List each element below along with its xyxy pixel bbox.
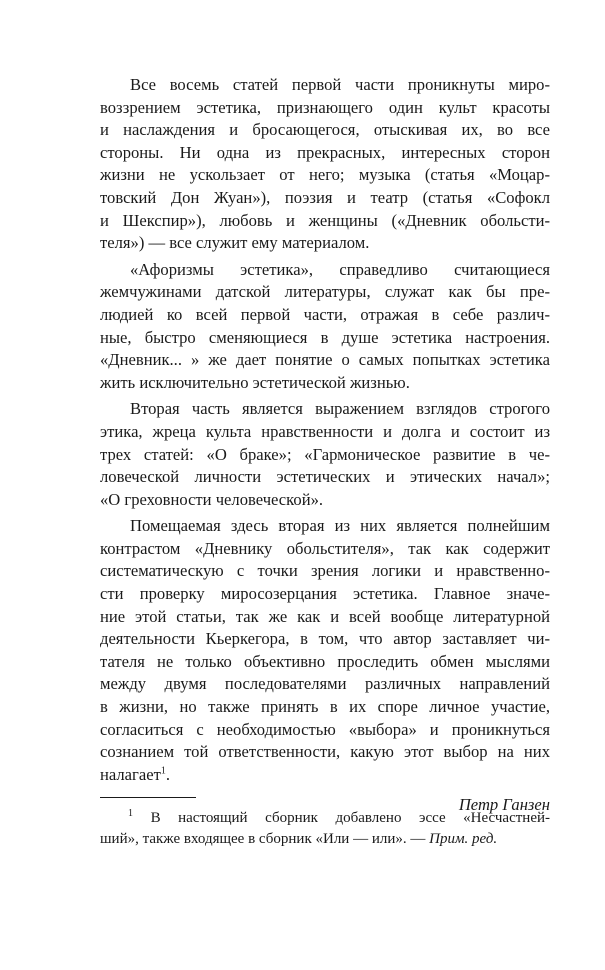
text-line: и наслаждения и бросающегося, отыскивая их, во все	[100, 120, 550, 140]
paragraph	[100, 398, 550, 511]
text-line: жемчужинами датской литературы, служат как бы пре-	[100, 282, 550, 302]
text-line: воззрением эстетика, признающего один культ красоты	[100, 97, 550, 117]
text-line: систематическую с точки зрения логики и нравственно-	[100, 561, 550, 581]
text-line: в жизни, но также принять в их споре личное участие,	[100, 697, 550, 717]
paragraph	[100, 259, 550, 395]
text-line: сознанием той ответственности, какую этот выбор на них	[100, 742, 550, 762]
text-line: «Афоризмы эстетика», справедливо считающиеся	[130, 259, 550, 279]
text-line: Помещаемая здесь вторая из них является полнейшим	[130, 516, 550, 536]
footnote-line: $^1$ В настоящий сборник добавлено эссе «Несчастней-	[128, 808, 551, 826]
text-line: ные, быстро сменяющиеся в душе эстетика настроения.	[100, 327, 550, 347]
text-line: контрастом «Дневнику обольстителя», так как содержит	[100, 538, 550, 558]
text-line: между двумя последователями различных направлений	[100, 674, 550, 694]
text-line: «О греховности человеческой».	[100, 489, 324, 509]
text-line: теля») — все служит ему материалом.	[100, 233, 370, 253]
text-line: тателя не только объективно проследить обмен мыслями	[100, 651, 550, 671]
footnote-divider	[100, 797, 196, 798]
text-line: и Шекспир»), любовь и женщины («Дневник обольсти-	[100, 210, 550, 230]
author-signature: Петр Ганзен	[458, 795, 550, 815]
text-line: «Дневник... » же дает понятие о самых попытках эстетика	[100, 350, 550, 370]
editor-note: Прим. ред.	[429, 831, 498, 847]
text-line: согласиться с необходимостью «выбора» и проникнуться	[100, 719, 550, 739]
text-line: ловеческой личности эстетических и этических начал»;	[100, 467, 550, 487]
text-line: стороны. Ни одна из прекрасных, интересных сторон	[100, 142, 550, 162]
text-line: этика, жреца культа нравственности и долга и состоит из	[100, 421, 550, 441]
main-text	[100, 74, 550, 817]
paragraph	[100, 74, 550, 255]
footnote-line: ший», также входящее в сборник «Или — или». — Прим. ред.	[100, 831, 498, 847]
text-line: людией ко всей первой части, отражая в себе различ-	[100, 304, 550, 324]
footnote-reference[interactable]: 1	[160, 765, 166, 777]
text-line: трех статей: «О браке»; «Гармоническое развитие в че-	[100, 444, 550, 464]
text-line: сти проверку миросозерцания эстетика. Главное значе-	[100, 584, 550, 604]
paragraph	[100, 515, 550, 786]
text-line: Все восемь статей первой части проникнуты миро-	[130, 75, 550, 94]
text-line: жизни не ускользает от него; музыка (статья «Моцар-	[100, 165, 550, 185]
text-line: жить исключительно эстетической жизнью.	[100, 372, 410, 392]
text-line: налагает$^1$.	[100, 764, 170, 784]
footnote-mark: 1	[128, 808, 133, 819]
text-line: Вторая часть является выражением взглядов строгого	[130, 399, 550, 419]
footnote	[100, 808, 550, 850]
text-line: ние этой статьи, так же как и всей вообще литературной	[100, 606, 550, 626]
text-line: товский Дон Жуан»), поэзия и театр (статья «Софокл	[100, 187, 550, 207]
text-line: деятельности Кьеркегора, в том, что автор заставляет чи-	[100, 629, 550, 649]
